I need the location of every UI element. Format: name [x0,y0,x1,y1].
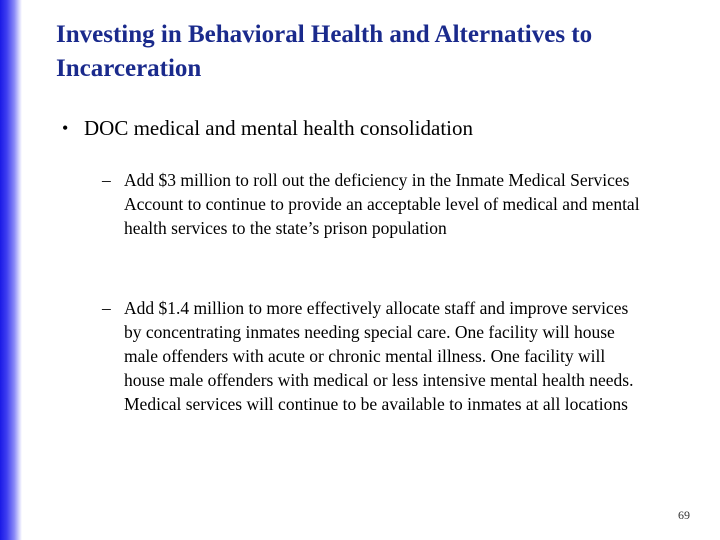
dash-marker-icon: – [102,298,111,318]
sub-bullet-text: Add $1.4 million to more effectively allocate staff and improve services by concentrating inmates needing special care. One facility will house male offenders with acute or chronic mental illness. One facility will house male offenders with medical or less intensive mental health needs. Medical services will continue to be available to inmates at all locations [124,298,634,414]
sub-bullet-text: Add $3 million to roll out the deficiency in the Inmate Medical Services Account to continue to provide an acceptable level of medical and mental health services to the state’s prison population [124,170,640,238]
sub-bullet [102,296,642,416]
sub-bullet [102,168,642,240]
left-accent-bar [0,0,22,540]
bullet-dot-icon: • [62,118,69,138]
main-bullet-text: DOC medical and mental health consolidation [84,116,473,140]
dash-marker-icon: – [102,170,111,190]
page-number: 69 [678,508,690,522]
slide-title: Investing in Behavioral Health and Alternatives to Incarceration [56,21,593,82]
